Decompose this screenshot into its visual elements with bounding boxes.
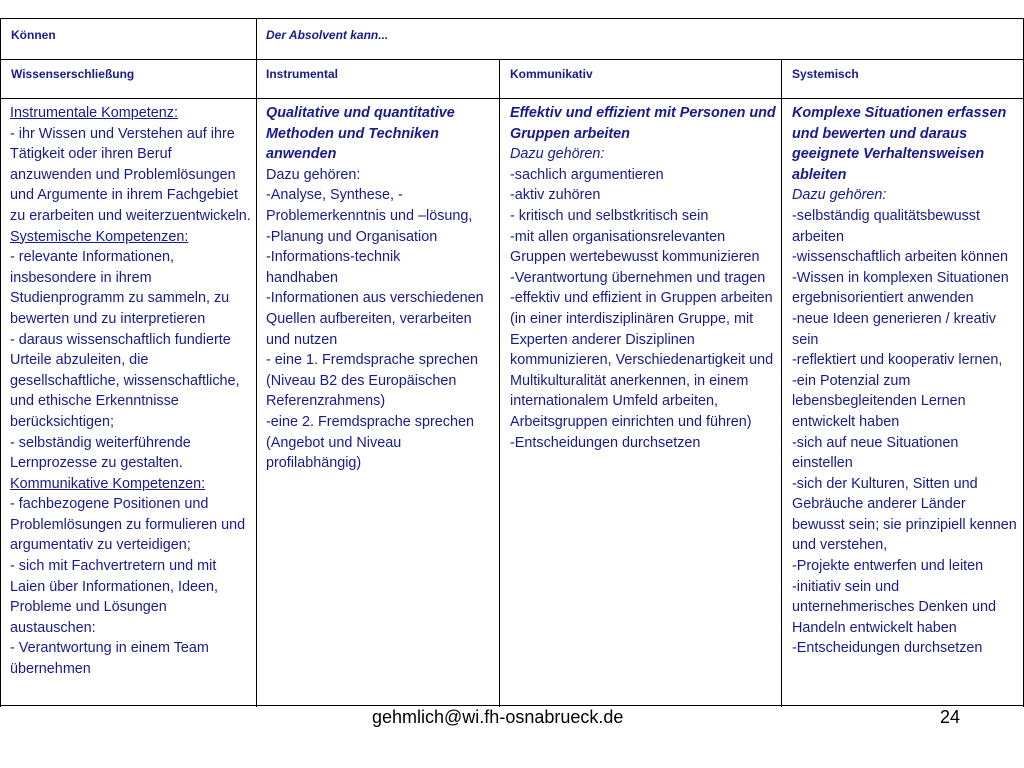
col3-line: -effektiv und effizient in Gruppen arbeiten [510, 290, 773, 307]
col3-line: Gruppen arbeiten [510, 125, 630, 142]
col4-line: unternehmerisches Denken und [792, 599, 996, 616]
col2-line: handhaben [266, 269, 339, 286]
competence-table [0, 18, 1024, 706]
column-divider-2 [499, 59, 500, 707]
col1-line: und Argumente in ihrem Fachgebiet [10, 187, 238, 204]
col1-line: argumentativ zu verteidigen; [10, 537, 191, 554]
col4-line: arbeiten [792, 228, 845, 245]
col4-line: Komplexe Situationen erfassen [792, 105, 1007, 121]
col2-line: -Analyse, Synthese, - [266, 187, 403, 204]
col4-line: -sich der Kulturen, Sitten und [792, 475, 978, 492]
col3-line: -Verantwortung übernehmen und tragen [510, 269, 766, 286]
col1-line: bewerten und zu interpretieren [10, 310, 206, 327]
col3-line: Dazu gehören: [510, 146, 605, 163]
col2-line: Problemerkenntnis und –lösung, [266, 207, 473, 224]
col4-line: -reflektiert und kooperativ lernen, [792, 352, 1003, 369]
col4-line: -neue Ideen generieren / kreativ [792, 310, 996, 327]
col3-line: Experten anderer Disziplinen [510, 331, 695, 348]
header-kommunikativ: Kommunikativ [510, 67, 593, 81]
col1-line: - ihr Wissen und Verstehen auf ihre [10, 125, 235, 142]
col1-line: zu erarbeiten und weiterzuentwickeln. [10, 207, 251, 224]
col4-line: sein [792, 331, 819, 348]
col1-line: Problemlösungen zu formulieren und [10, 516, 246, 533]
col2-line: Qualitative und quantitative [266, 105, 455, 121]
column-wissenserschliessung-text [10, 103, 254, 680]
column-systemisch-text [792, 103, 1020, 659]
col4-line: -Projekte entwerfen und leiten [792, 558, 984, 575]
col1-line: - sich mit Fachvertretern und mit [10, 558, 217, 575]
col2-line: -Planung und Organisation [266, 228, 438, 245]
col1-line: gesellschaftliche, wissenschaftliche, [10, 372, 240, 389]
col4-line: lebensbegleitenden Lernen [792, 393, 966, 410]
col2-line: anwenden [266, 146, 337, 163]
col1-line: - relevante Informationen, [10, 249, 174, 266]
col3-line: -mit allen organisationsrelevanten [510, 228, 726, 245]
col4-line: Gebräuche anderer Länder [792, 496, 966, 513]
row-divider-2 [0, 98, 1024, 99]
col4-line: Dazu gehören: [792, 187, 887, 204]
col3-line: (in einer interdisziplinären Gruppe, mit [510, 310, 754, 327]
col4-line: entwickelt haben [792, 413, 900, 430]
col4-line: -selbständig qualitätsbewusst [792, 207, 980, 224]
col2-line: -Informations-technik [266, 249, 401, 266]
col4-line: -wissenschaftlich arbeiten können [792, 249, 1008, 266]
header-instrumental: Instrumental [266, 67, 339, 81]
col3-line: Gruppen wertebewusst kommunizieren [510, 249, 760, 266]
col2-line: und nutzen [266, 331, 338, 348]
col1-line: - daraus wissenschaftlich fundierte [10, 331, 231, 348]
col4-line: -ein Potenzial zum [792, 372, 911, 389]
header-wissenserschliessung: Wissenserschließung [11, 67, 135, 81]
col1-line: insbesondere in ihrem [10, 269, 152, 286]
col4-line: Handeln entwickelt haben [792, 619, 957, 636]
column-kommunikativ-text [510, 103, 778, 453]
col2-line: Quellen aufbereiten, verarbeiten [266, 310, 472, 327]
col4-line: einstellen [792, 455, 853, 472]
column-divider-1 [256, 19, 257, 707]
col4-line: ableiten [792, 166, 847, 183]
col3-line: - kritisch und selbstkritisch sein [510, 207, 709, 224]
col3-line: kommunizieren, Verschiedenartigkeit und [510, 352, 774, 369]
col1-line: Kommunikative Kompetenzen: [10, 475, 206, 492]
page-number: 24 [940, 707, 961, 727]
col1-line: - fachbezogene Positionen und [10, 496, 209, 513]
col1-line: Instrumentale Kompetenz: [10, 105, 178, 121]
header-absolvent: Der Absolvent kann... [266, 28, 389, 42]
col2-line: profilabhängig) [266, 455, 362, 472]
col2-line: Methoden und Techniken [266, 125, 439, 142]
col2-line: (Niveau B2 des Europäischen [266, 372, 457, 389]
col4-line: geeignete Verhaltensweisen [792, 146, 985, 163]
header-koennen: Können [11, 28, 56, 42]
col2-line: -Informationen aus verschiedenen [266, 290, 484, 307]
table-border-left [0, 19, 1, 707]
col1-line: Systemische Kompetenzen: [10, 228, 189, 245]
col3-line: internationalem Umfeld arbeiten, [510, 393, 718, 410]
col4-line: und bewerten und daraus [792, 125, 968, 142]
col2-line: -eine 2. Fremdsprache sprechen [266, 413, 474, 430]
col1-line: austauschen: [10, 619, 96, 636]
header-systemisch: Systemisch [792, 67, 859, 81]
col1-line: - selbständig weiterführende [10, 434, 191, 451]
col1-line: Urteile abzuleiten, die [10, 352, 149, 369]
column-instrumental-text [266, 103, 496, 474]
col1-line: Probleme und Lösungen [10, 599, 167, 616]
column-divider-3 [781, 59, 782, 707]
col3-line: Arbeitsgruppen einrichten und führen) [510, 413, 752, 430]
col1-line: Laien über Informationen, Ideen, [10, 578, 219, 595]
col4-line: -initiativ sein und [792, 578, 900, 595]
col2-line: - eine 1. Fremdsprache sprechen [266, 352, 478, 369]
col3-line: -aktiv zuhören [510, 187, 601, 204]
col4-line: -Entscheidungen durchsetzen [792, 640, 983, 657]
footer-email: gehmlich@wi.fh-osnabrueck.de [372, 707, 624, 727]
row-divider-1 [0, 59, 1024, 60]
col2-line: (Angebot und Niveau [266, 434, 402, 451]
col1-line: anzuwenden und Problemlösungen [10, 166, 236, 183]
col1-line: Studienprogramm zu sammeln, zu [10, 290, 230, 307]
col1-line: - Verantwortung in einem Team [10, 640, 209, 657]
col2-line: Referenzrahmens) [266, 393, 386, 410]
col1-line: und ethische Erkenntnisse [10, 393, 179, 410]
col1-line: Lernprozesse zu gestalten. [10, 455, 183, 472]
col4-line: bewusst sein; sie prinzipiell kennen [792, 516, 1017, 533]
col3-line: -sachlich argumentieren [510, 166, 664, 183]
col3-line: Effektiv und effizient mit Personen und [510, 105, 776, 121]
col1-line: Tätigkeit oder ihren Beruf [10, 146, 172, 163]
col4-line: und verstehen, [792, 537, 888, 554]
col3-line: -Entscheidungen durchsetzen [510, 434, 701, 451]
col3-line: Multikulturalität anerkennen, in einem [510, 372, 749, 389]
col4-line: ergebnisorientiert anwenden [792, 290, 974, 307]
col2-line: Dazu gehören: [266, 166, 361, 183]
col1-line: berücksichtigen; [10, 413, 114, 430]
col4-line: -Wissen in komplexen Situationen [792, 269, 1009, 286]
col4-line: -sich auf neue Situationen [792, 434, 959, 451]
col1-line: übernehmen [10, 661, 91, 678]
